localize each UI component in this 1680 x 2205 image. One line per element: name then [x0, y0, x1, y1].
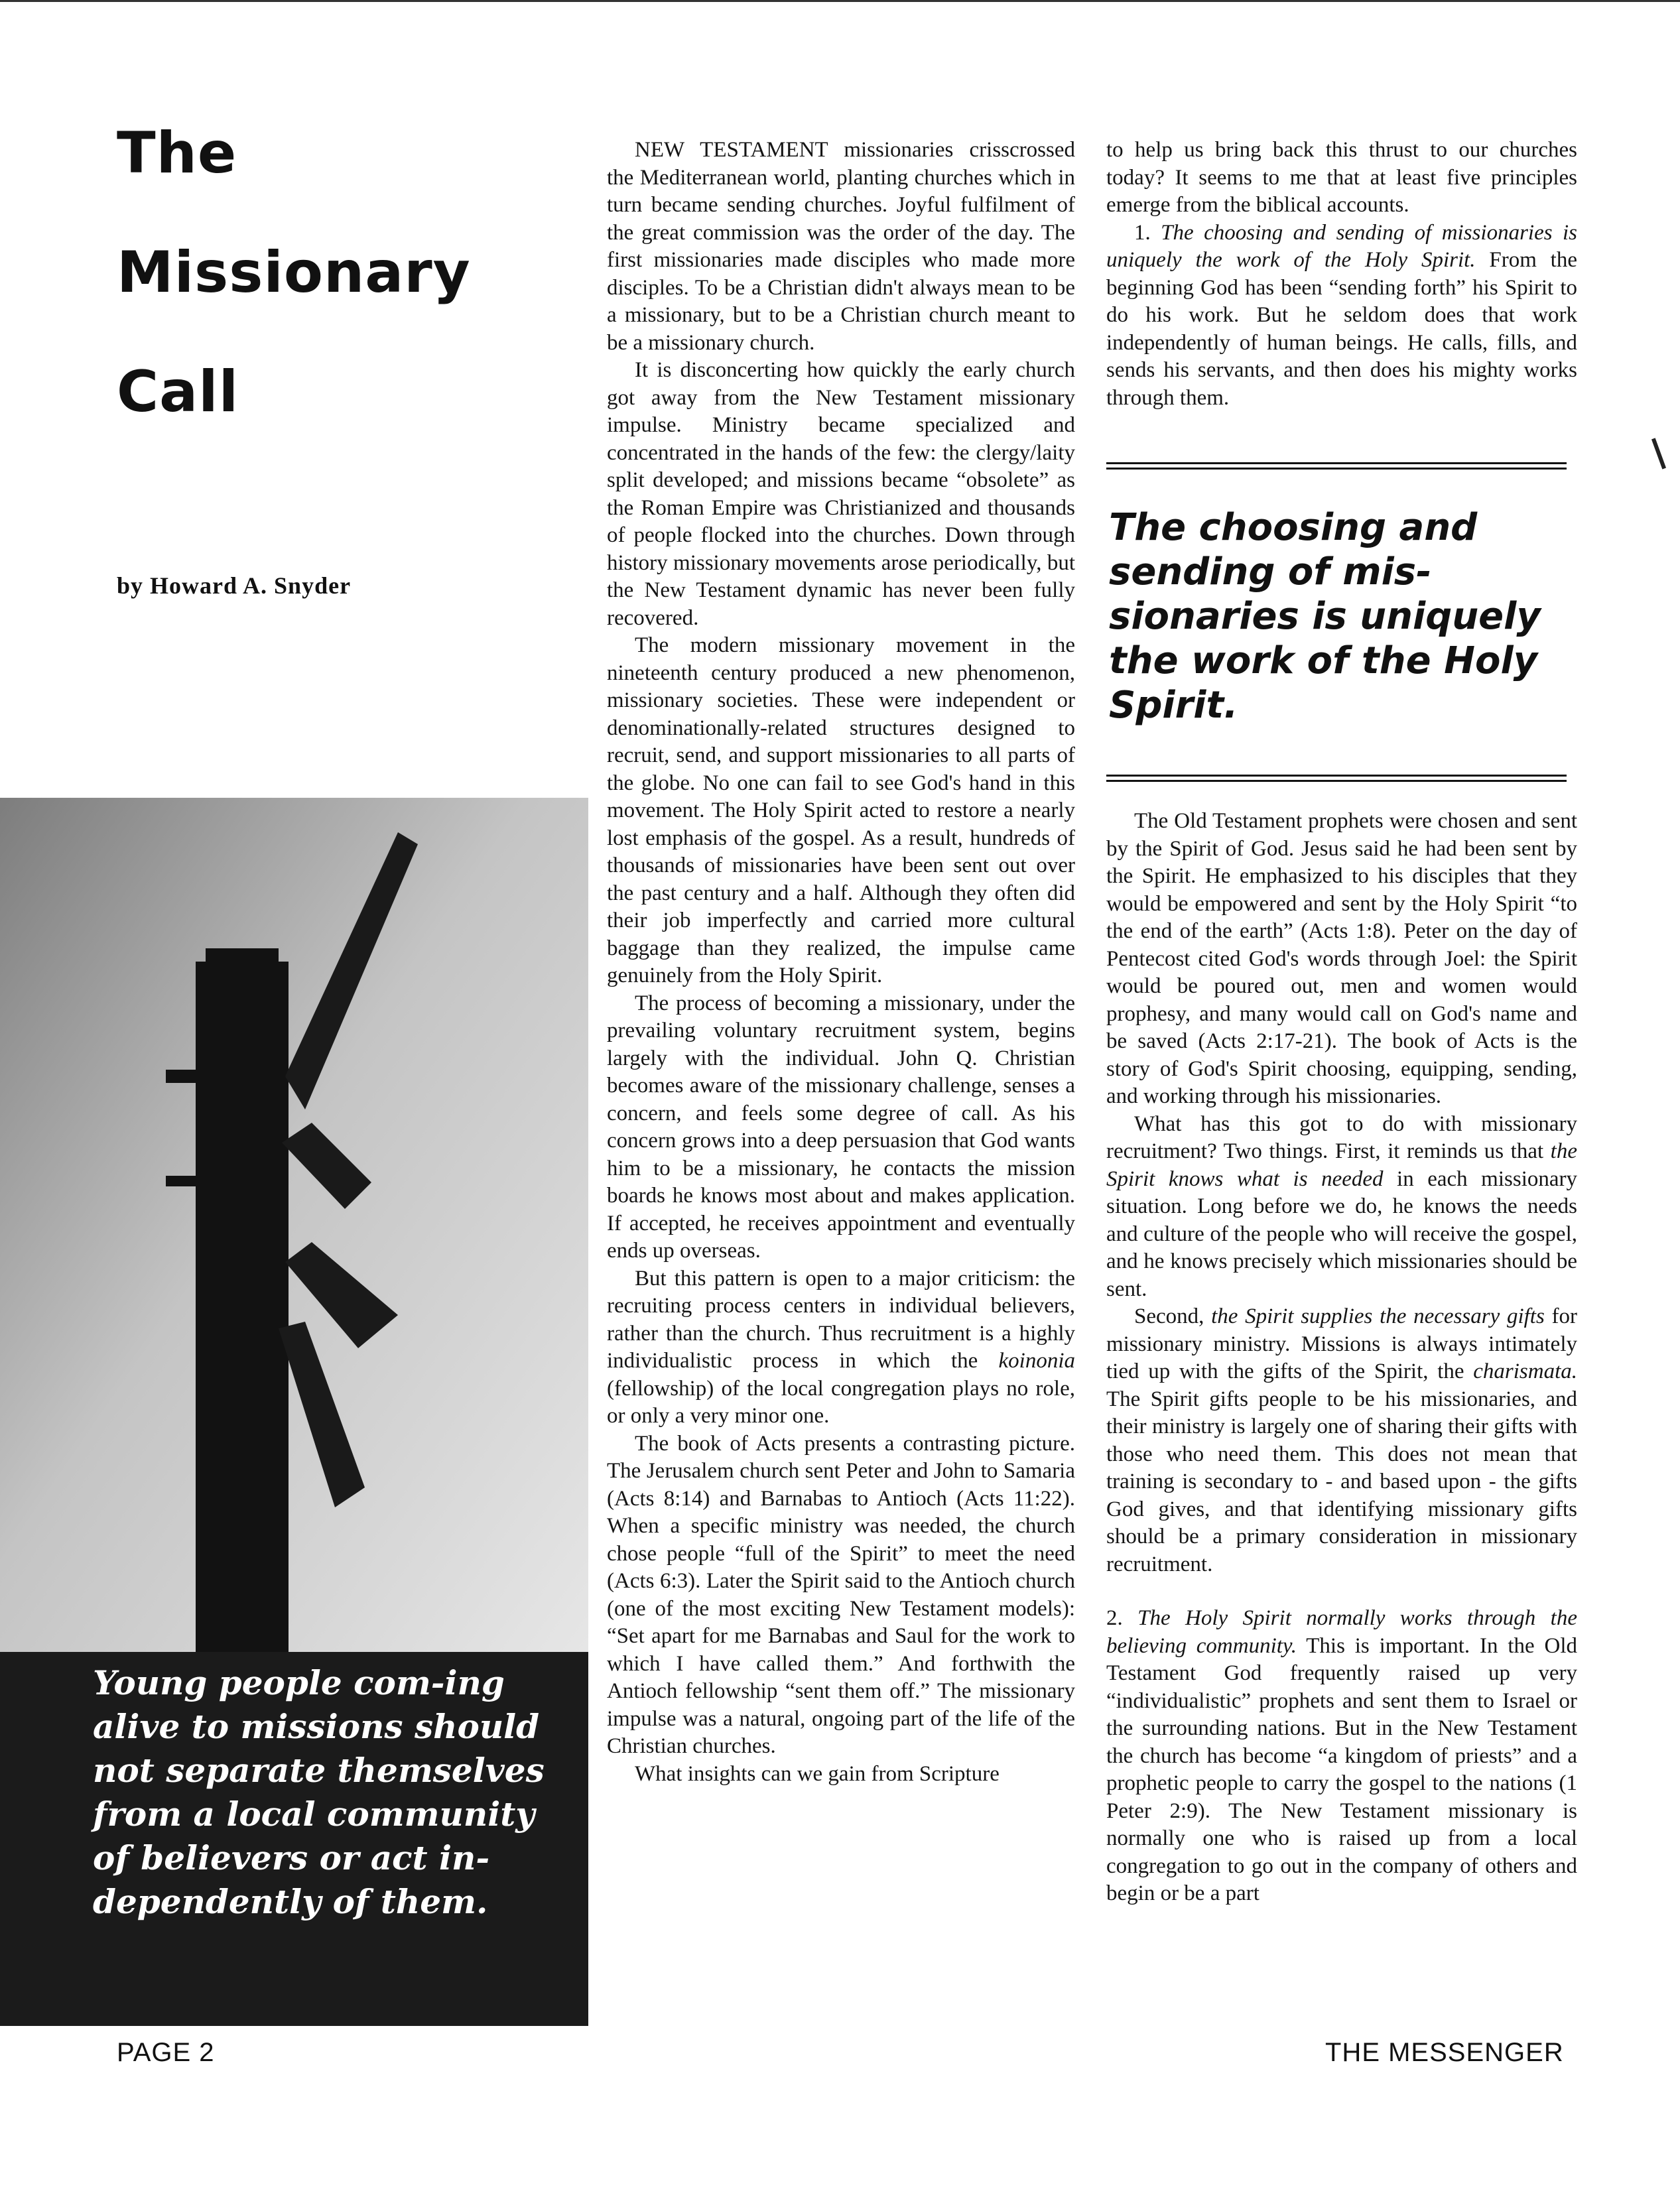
body-column-3-top	[1106, 137, 1577, 412]
paragraph	[1106, 1605, 1577, 1908]
sign-bracket-left-lower	[166, 1176, 206, 1186]
emphasis-run: The Holy Spirit normally works through the believing community.	[1106, 1606, 1578, 1658]
paragraph: The book of Acts presents a contrasting picture. The Jerusalem church sent Peter and John to Samaria (Acts 8:14) and Barnabas to Antioch (Acts 11:22). When a specific ministry was needed, the church chose people “full of the Spirit” to meet the need (Acts 6:3). Later the Spirit said to the Antioch church (one of the most exciting New Testament models): “Set apart for me Barnabas and Saul for the work to which I have called them.” And forthwith the Antioch fellowship “sent them off.” The missionary impulse was a natural, ongoing part of the life of the Christian churches.	[607, 1431, 1075, 1758]
emphasis-run: the Spirit knows what is needed	[1106, 1139, 1577, 1191]
list-number: 2.	[1106, 1606, 1138, 1630]
paragraph: The modern missionary movement in the nineteenth century produced a new phenomenon, missionary societies. These were independent or denominationally-related structures designed to recruit, send, and support missionaries to all parts of the globe. No one can fail to see God's hand in this movement. The Holy Spirit acted to restore a nearly lost emphasis of the gospel. As a result, hundreds of thousands of missionaries have been sent out over the past century and a half. Although they often did their job imperfectly and carried more cultural baggage than they realized, the impulse came genuinely from the Holy Spirit.	[607, 633, 1075, 987]
pull-quote-rule-top	[1106, 462, 1567, 470]
paragraph	[1106, 1111, 1577, 1304]
list-number: 1.	[1134, 220, 1161, 245]
emphasis-run: koinonia	[998, 1349, 1075, 1373]
byline: by Howard A. Snyder	[117, 572, 352, 599]
signpost-photo	[0, 798, 588, 1652]
text-run: What has this got to do with missionary recruitment? Two things. First, it reminds us that	[1106, 1111, 1577, 1163]
paragraph	[607, 1265, 1075, 1430]
body-column-3-bottom	[1106, 808, 1577, 1908]
scan-mark	[1651, 438, 1666, 469]
paragraph	[1106, 1303, 1577, 1578]
sky-background	[0, 798, 588, 1652]
signpost-cap	[206, 948, 279, 975]
paragraph: What insights can we gain from Scripture	[635, 1761, 1000, 1786]
body-column-2	[607, 137, 1075, 1788]
text-run: The Spirit gifts people to be his missionaries, and their ministry is largely one of sharing their gifts with those who need them. This does not mean that training is secondary to - and based upon - the gifts God gives, and that identifying missionary gifts should be a primary consideration in missionary recruitment.	[1106, 1387, 1577, 1576]
paragraph	[1106, 220, 1577, 412]
title-line-2: Missionary	[117, 239, 471, 306]
text-run: in each missionary situation. Long before we do, he knows the needs and culture of the people who will receive the gospel, and he knows precisely which missionaries should be sent.	[1106, 1166, 1578, 1301]
photo-caption-text: Young people com-ing alive to missions should not separate themselves from a local community of believers or act in-dependently of them.	[93, 1663, 545, 1921]
text-run: From the beginning God has been “sending forth” his Spirit to do his work. But he seldom does that work independently of human beings. He calls, fills, and sends his servants, and then does his mighty works through them.	[1106, 248, 1577, 410]
text-run: Second,	[1134, 1304, 1212, 1328]
pull-quote-rule-bottom	[1106, 775, 1567, 782]
text-run: (fellowship) of the local congregation plays no role, or only a very minor one.	[607, 1376, 1075, 1428]
paragraph: The Old Testament prophets were chosen and sent by the Spirit of God. Jesus said he had been sent by the Spirit. He emphasized to his disciples that they would be empowered and sent by the Holy Spirit “to the end of the earth” (Acts 1:8). Peter on the day of Pentecost cited God's words through Joel: the Spirit would be poured out, men and women would prophesy, and many would call on God's name and be saved (Acts 2:17-21). The book of Acts is the story of God's Spirit choosing, equipping, sending, and working through his missionaries.	[1106, 809, 1577, 1108]
page-number: PAGE 2	[117, 2038, 215, 2067]
signpost-pole	[196, 962, 289, 1652]
pull-quote: The choosing and sending of mis-sionaries is uniquely the work of the Holy Spirit.	[1109, 506, 1541, 727]
sign-bracket-left	[166, 1070, 206, 1083]
page-top-edge	[0, 0, 1680, 2]
paragraph: to help us bring back this thrust to our churches today? It seems to me that at least five principles emerge from the biblical accounts.	[1106, 138, 1577, 217]
paragraph: It is disconcerting how quickly the early church got away from the New Testament missionary impulse. Ministry became specialized and concentrated in the hands of the few: the clergy/laity split developed; and missions became “obsolete” as the Roman Empire was Christianized and thousands of people flocked into the churches. Down through history missionary movements arose periodically, but the New Testament dynamic has never been fully recovered.	[607, 358, 1075, 630]
emphasis-run: the Spirit supplies the necessary gifts	[1211, 1304, 1545, 1328]
publication-name: THE MESSENGER	[1325, 2038, 1564, 2067]
text-run: This is important. In the Old Testament God frequently raised up very “individualistic” prophets and sent them to Israel or the surrounding nations. But in the New Testament the church has become “a kingdom of priests” and a prophetic people to carry the gospel to the nations (1 Peter 2:9). The New Testament missionary is normally one who is raised up from a local congregation to go out in the company of others and begin or be a part	[1106, 1633, 1577, 1905]
emphasis-run: charismata.	[1473, 1359, 1577, 1383]
title-line-1: The	[117, 120, 237, 186]
emphasis-run: The choosing and sending of missionaries is uniquely the work of the Holy Spirit.	[1106, 220, 1577, 272]
title-line-3: Call	[117, 359, 239, 425]
paragraph: The process of becoming a missionary, under the prevailing voluntary recruitment system, begins largely with the individual. John Q. Christian becomes aware of the missionary challenge, senses a concern, and feels some degree of call. As his concern grows into a deep persuasion that God wants him to be a missionary, he contacts the mission boards he knows most about and makes application. If accepted, he receives appointment and eventually ends up overseas.	[607, 991, 1075, 1263]
text-run: But this pattern is open to a major criticism: the recruiting process centers in individual believers, rather than the church. Thus recruitment is a highly individualistic process in which the	[607, 1266, 1075, 1373]
text-run: for missionary ministry. Missions is always intimately tied up with the gifts of the Spirit, the	[1106, 1304, 1578, 1383]
paragraph: NEW TESTAMENT missionaries crisscrossed the Mediterranean world, planting churches which in turn became sending churches. Joyful fulfilment of the great commission was the order of the day. The first missionaries made disciples who made more disciples. To be a Christian didn't always mean to be a missionary, but to be a Christian church meant to be a missionary church.	[607, 138, 1075, 355]
